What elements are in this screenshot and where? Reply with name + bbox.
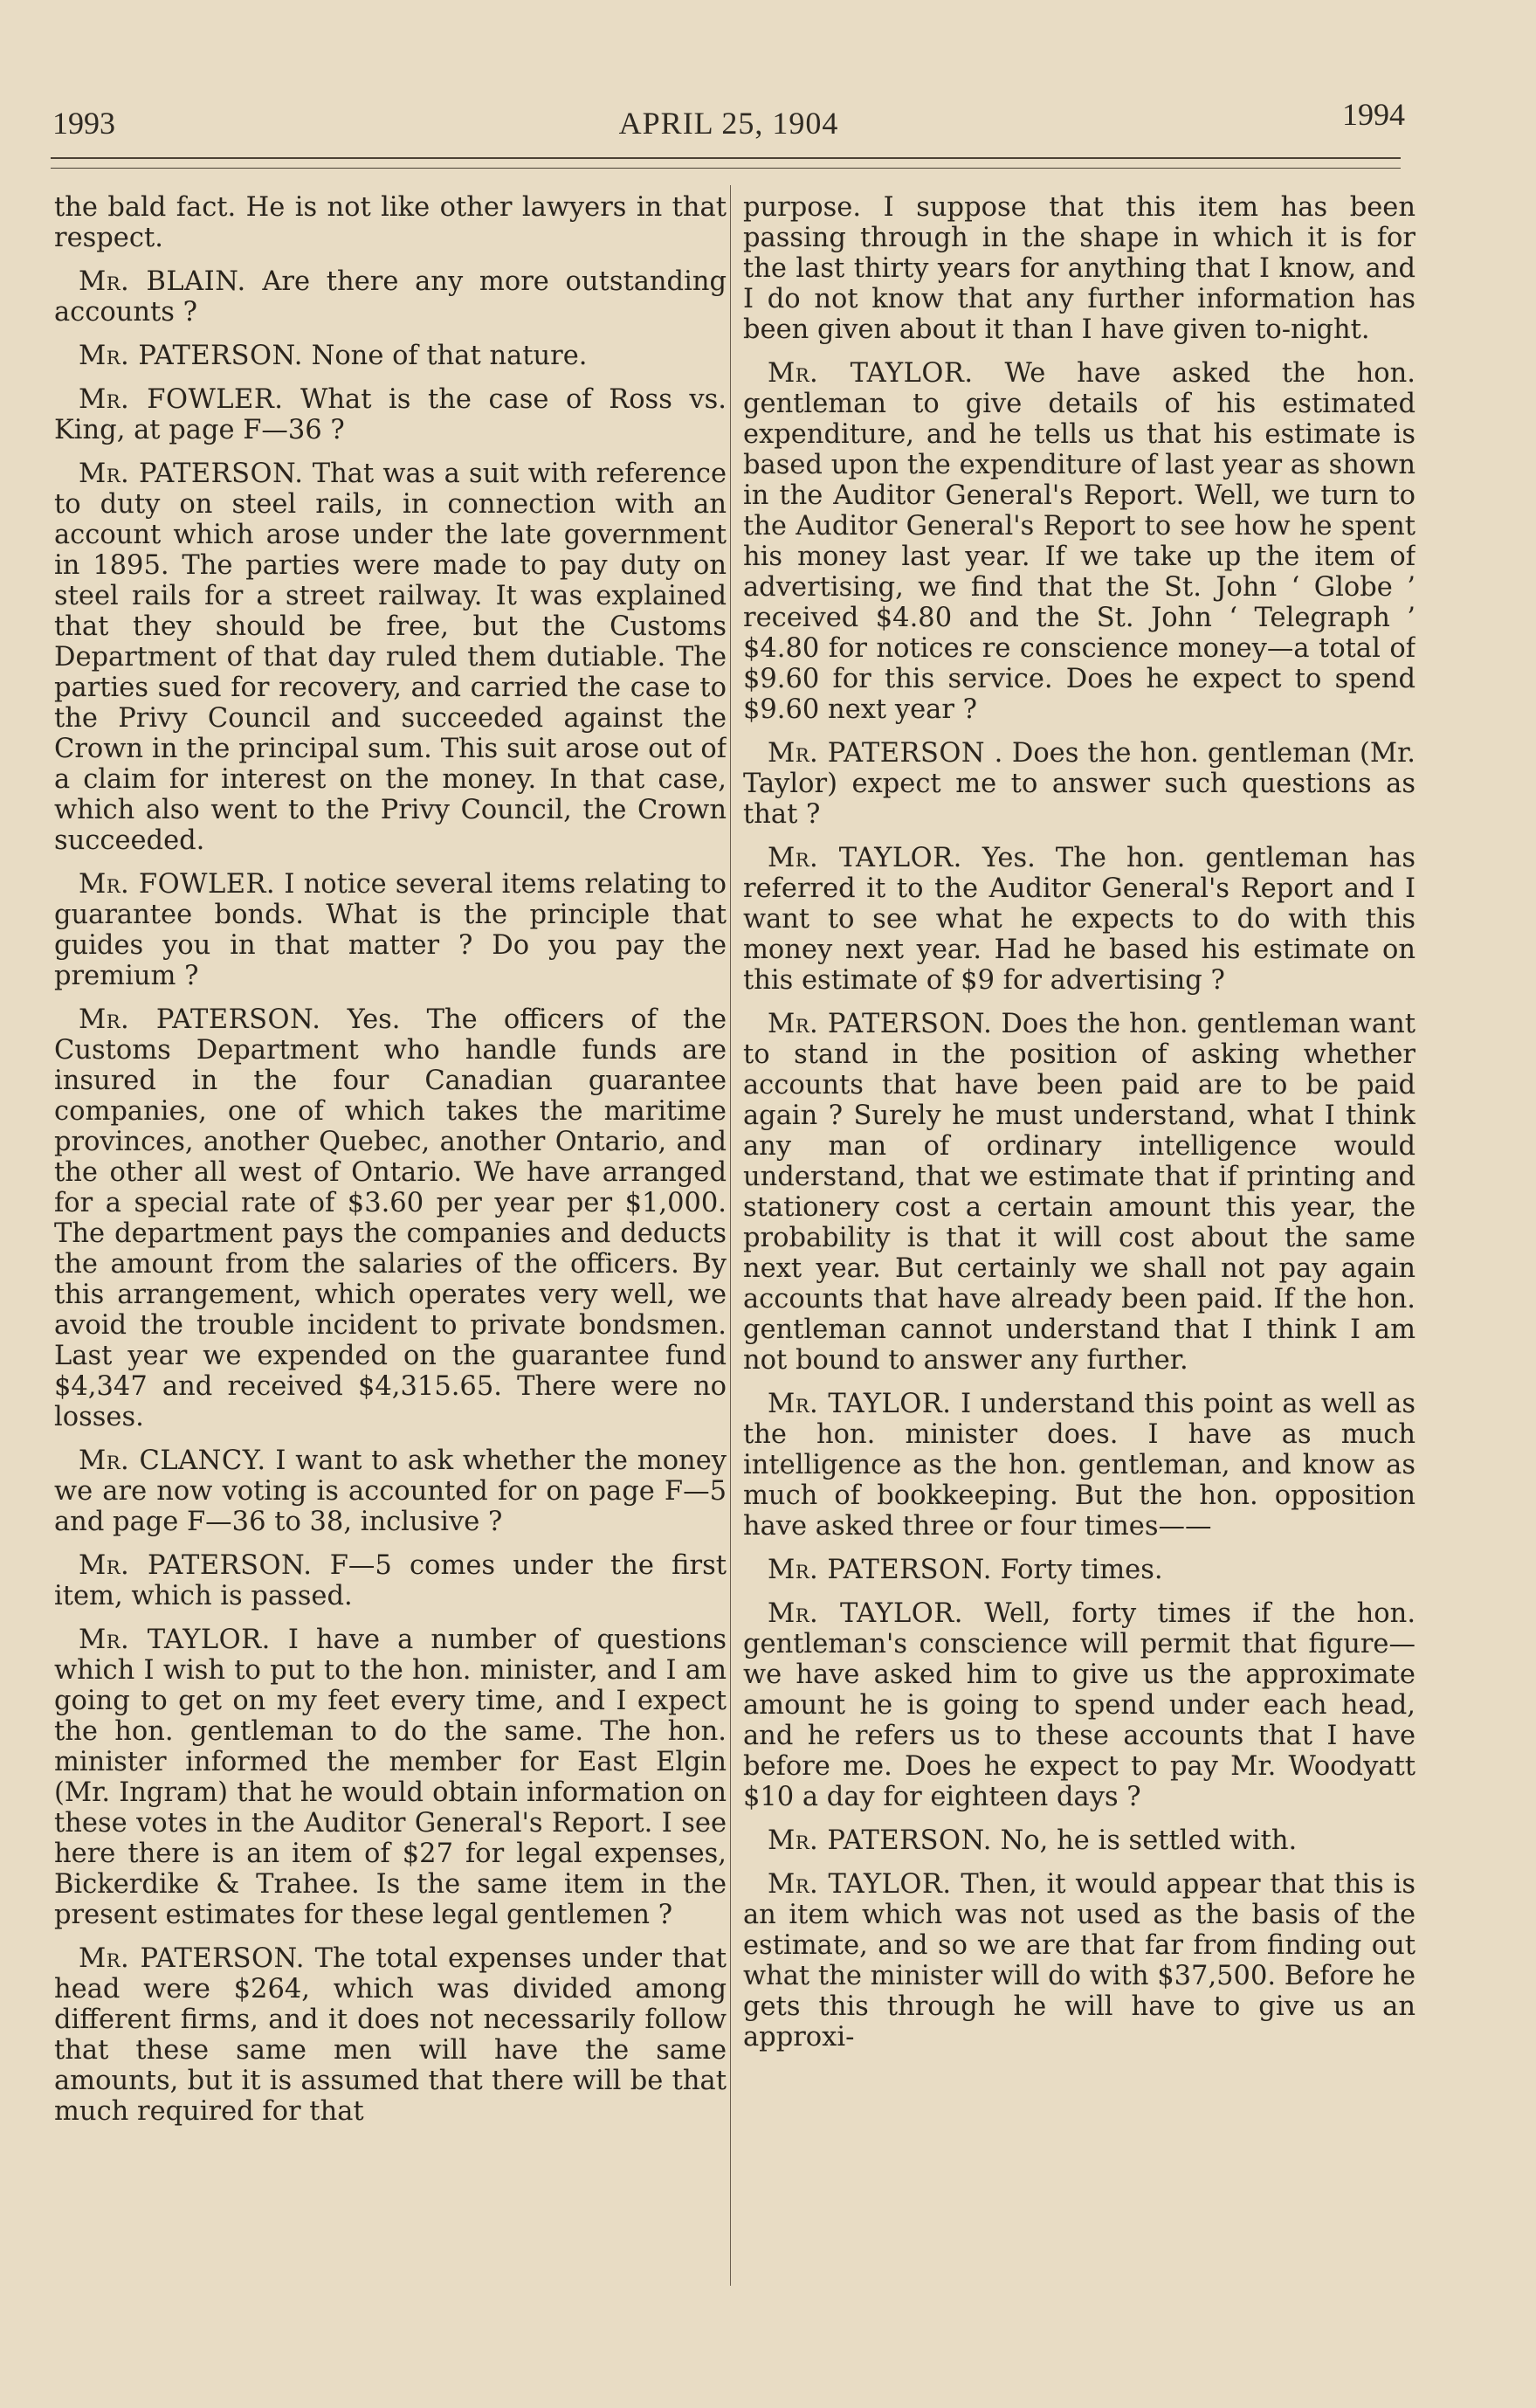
paragraph: Mr. PATERSON. Does the hon. gentleman want to stand in the position of asking whether accounts that have been paid are to be paid again ? Surely he must understand, what I think any man of ordinary intelligence would understand, that we estimate that if printing and stationery cost a certain amount this year, the probability is that it will cost about the same next year. But certainly we shall not pay again accounts that have already been paid. If the hon. gentleman cannot understand that I think I am not bound to answer any further. [743, 1009, 1415, 1376]
speaker-name: Mr. PATERSON. [79, 341, 303, 371]
paragraph-continuation: the bald fact. He is not like other lawyers in that respect. [54, 192, 727, 253]
paragraph: Mr. PATERSON. No, he is settled with. [768, 1825, 1298, 1856]
header-rule [51, 157, 1401, 169]
paragraph: Mr. PATERSON. That was a suit with reference to duty on steel rails, in connection with an account which arose under the late government in 1895. The parties were made to pay duty on steel rails for a street railway. It was explained that they should be free, but the Customs Department of that day ruled them dutiable. The parties sued for recovery, and carried the case to the Privy Council and succeeded against the Crown in the principal sum. This suit arose out of a claim for interest on the money. In that case, which also went to the Privy Council, the Crown succeeded. [54, 459, 727, 856]
left-column [54, 192, 727, 2321]
paragraph: Mr. FOWLER. What is the case of Ross vs. King, at page F—36 ? [54, 384, 727, 445]
speaker-name: Mr. TAYLOR. [79, 1625, 271, 1655]
paragraph: Mr. TAYLOR. We have asked the hon. gentleman to give details of his estimated expenditure, and he tells us that his estimate is based upon the expenditure of last year as shown in the Auditor General's Report. Well, we turn to the Auditor General's Report to see how he spent his money last year. If we take up the item of advertising, we find that the St. John ‘ Globe ’ received $4.80 and the St. John ‘ Telegraph ’ $4.80 for notices re conscience money—a total of $9.60 for this service. Does he expect to spend $9.60 next year ? [743, 358, 1415, 725]
speaker-name: Mr. BLAIN. [79, 266, 246, 297]
paragraph: Mr. TAYLOR. I have a number of questions which I wish to put to the hon. minister, and I am going to get on my feet every time, and I expect the hon. gentleman to do the same. The hon. minister informed the member for East Elgin (Mr. Ingram) that he would obtain information on these votes in the Auditor General's Report. I see here there is an item of $27 for legal expenses, Bickerdike & Trahee. Is the same item in the present estimates for these legal gentlemen ? [54, 1625, 727, 1930]
speaker-name: Mr. PATERSON . [768, 738, 1003, 769]
page-number-right: 1994 [1342, 97, 1405, 132]
speaker-name: Mr. TAYLOR. [768, 1598, 963, 1629]
paragraph: Mr. TAYLOR. Well, forty times if the hon. gentleman's conscience will permit that figure—we have asked him to give us the approximate amount he is going to spend under each head, and he refers us to these accounts that I have before me. Does he expect to pay Mr. Woodyatt $10 a day for eighteen days ? [743, 1598, 1415, 1812]
paragraph: Mr. PATERSON . Does the hon. gentleman (Mr. Taylor) expect me to answer such questions as that ? [743, 738, 1415, 830]
paragraph: Mr. TAYLOR. Then, it would appear that this is an item which was not used as the basis of the estimate, and so we are that far from finding out what the minister will do with $37,500. Before he gets this through he will have to give us an approxi- [743, 1869, 1415, 2053]
speaker-name: Mr. TAYLOR. [768, 1869, 952, 1900]
speaker-name: Mr. PATERSON. [768, 1825, 992, 1856]
paragraph: Mr. PATERSON. The total expenses under that head were $264, which was divided among different firms, and it does not necessarily follow that these same men will have the same amounts, but it is assumed that there will be that much required for that [54, 1943, 727, 2127]
paragraph: Mr. CLANCY. I want to ask whether the money we are now voting is accounted for on page F—5 and page F—36 to 38, inclusive ? [54, 1445, 727, 1537]
paragraph: Mr. PATERSON. None of that nature. [79, 341, 588, 371]
paragraph: Mr. BLAIN. Are there any more outstanding accounts ? [54, 266, 727, 328]
speaker-name: Mr. PATERSON. [79, 1943, 305, 1974]
speaker-name: Mr. PATERSON. [79, 1004, 321, 1035]
speaker-name: Mr. FOWLER. [79, 384, 284, 415]
speaker-name: Mr. PATERSON. [79, 459, 304, 489]
paragraph: Mr. TAYLOR. Yes. The hon. gentleman has referred it to the Auditor General's Report and I want to see what he expects to do with this money next year. Had he based his estimate on this estimate of $9 for advertising ? [743, 843, 1415, 996]
paragraph: Mr. FOWLER. I notice several items relating to guarantee bonds. What is the principle that guides you in that matter ? Do you pay the premium ? [54, 869, 727, 991]
speaker-name: Mr. PATERSON. [79, 1550, 313, 1581]
page-number-left: 1993 [52, 106, 115, 141]
column-divider [730, 185, 731, 2286]
paragraph: Mr. PATERSON. Forty times. [768, 1555, 1163, 1585]
paragraph: Mr. TAYLOR. I understand this point as well as the hon. minister does. I have as much intelligence as the hon. gentleman, and know as much of bookkeeping. But the hon. opposition have asked three or four times—— [743, 1389, 1415, 1542]
speaker-name: Mr. CLANCY. [79, 1445, 266, 1476]
right-column [743, 192, 1415, 2321]
paragraph-continuation: purpose. I suppose that this item has been passing through in the shape in which it is for the last thirty years for anything that I know, and I do not know that any further information has been given about it than I have given to-night. [743, 192, 1415, 345]
speaker-name: Mr. TAYLOR. [768, 358, 974, 389]
paragraph: Mr. PATERSON. F—5 comes under the first item, which is passed. [54, 1550, 727, 1611]
speaker-name: Mr. PATERSON. [768, 1009, 993, 1039]
speaker-name: Mr. FOWLER. [79, 869, 276, 900]
speaker-name: Mr. PATERSON. [768, 1555, 992, 1585]
speaker-name: Mr. TAYLOR. [768, 1389, 952, 1419]
speaker-name: Mr. TAYLOR. [768, 843, 962, 873]
page-date: APRIL 25, 1904 [618, 106, 839, 141]
page-header [52, 96, 1405, 148]
paragraph: Mr. PATERSON. Yes. The officers of the Customs Department who handle funds are insured in the four Canadian guarantee companies, one of which takes the maritime provinces, another Quebec, another Ontario, and the other all west of Ontario. We have arranged for a special rate of $3.60 per year per $1,000. The department pays the companies and deducts the amount from the salaries of the officers. By this arrangement, which operates very well, we avoid the trouble incident to private bondsmen. Last year we expended on the guarantee fund $4,347 and received $4,315.65. There were no losses. [54, 1004, 727, 1432]
